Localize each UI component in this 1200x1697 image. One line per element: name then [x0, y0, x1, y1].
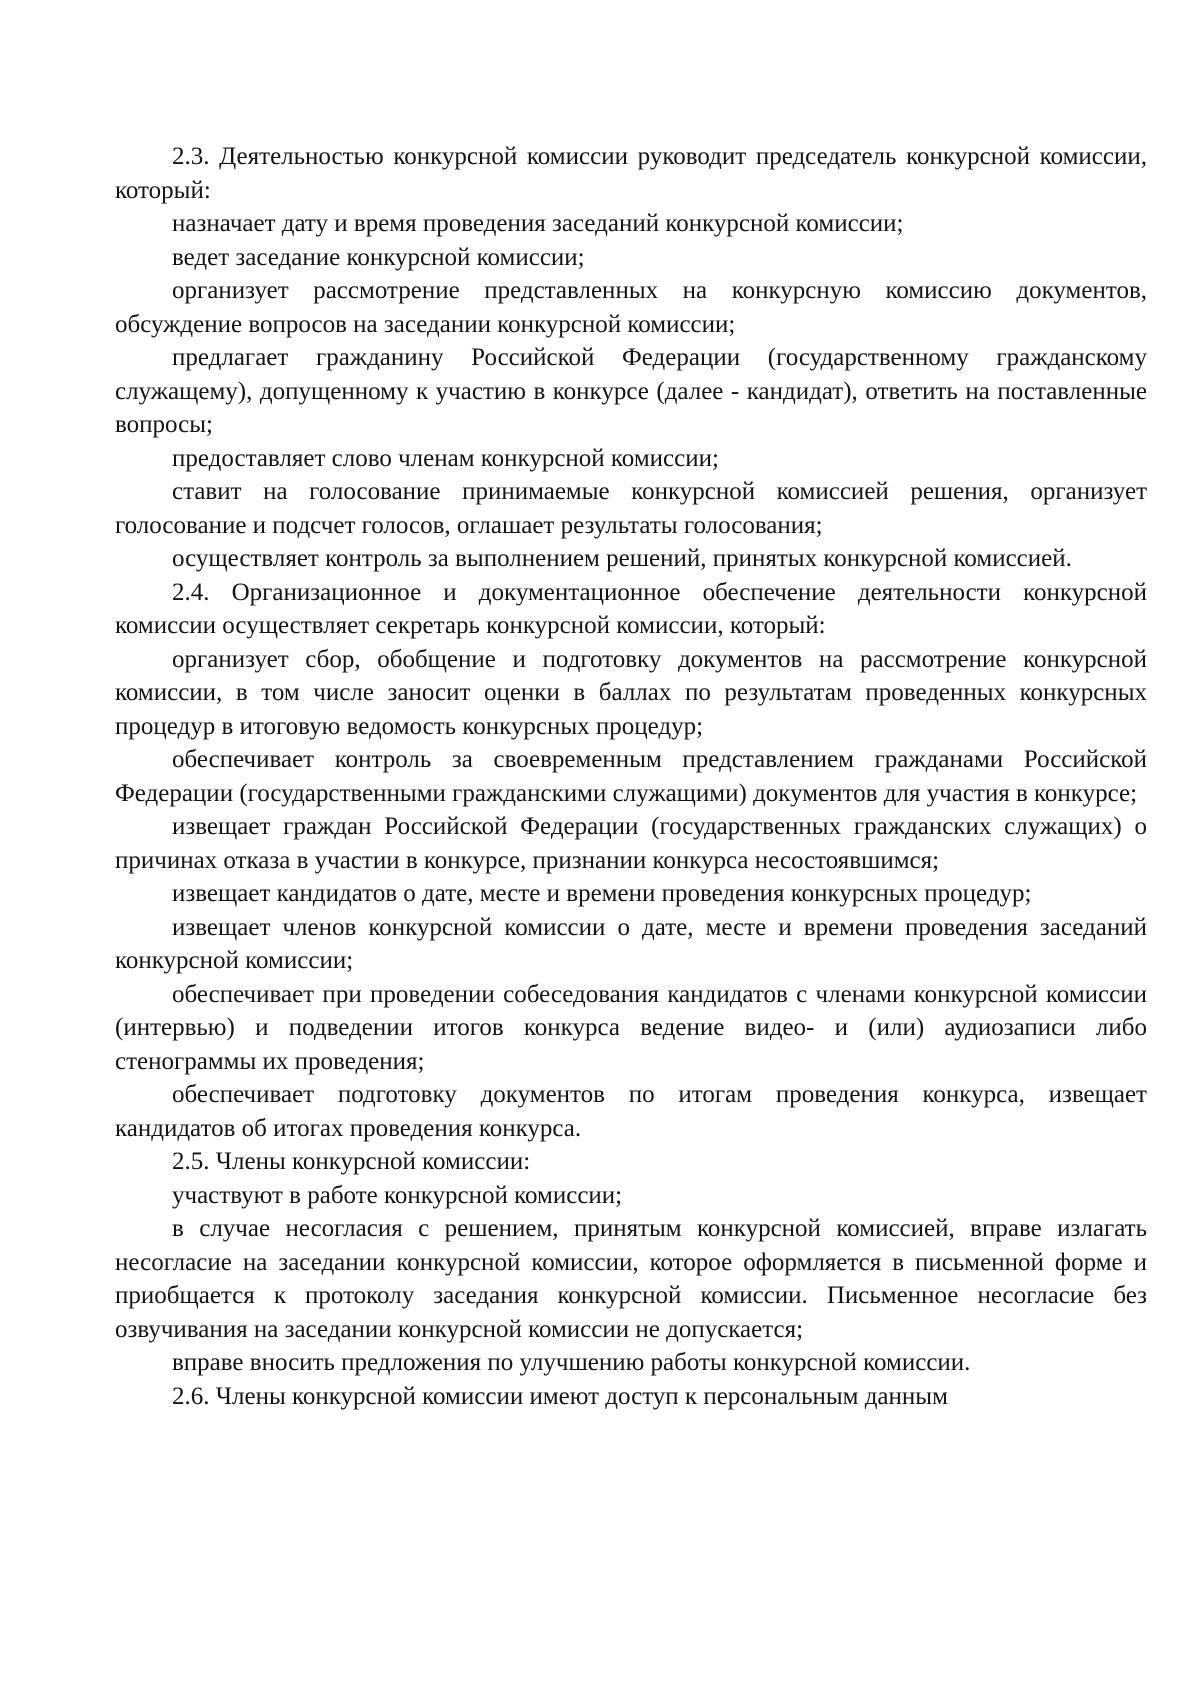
- paragraph-secretary-notifies-refusal: извещает граждан Российской Федерации (государственных гражданских служащих) о причинах отказа в участии в конкурсе, признании конкурса несостоявшимся;: [115, 813, 1147, 874]
- paragraph-chair-offers-questions: предлагает гражданину Российской Федерации (государственному гражданскому служащему), допущенному к участию в конкурсе (далее - кандидат), ответить на поставленные вопросы;: [115, 344, 1147, 438]
- document-body: [115, 140, 1147, 1413]
- paragraph-members-participate: участвуют в работе конкурсной комиссии;: [172, 1181, 623, 1209]
- paragraph-2-5-heading: 2.5. Члены конкурсной комиссии:: [172, 1148, 531, 1175]
- paragraph-secretary-notifies-members: извещает членов конкурсной комиссии о дате, месте и времени проведения заседаний конкурсной комиссии;: [115, 913, 1147, 974]
- paragraph-2-4-heading: 2.4. Организационное и документационное обеспечение деятельности конкурсной комиссии осуществляет секретарь конкурсной комиссии, который:: [115, 578, 1147, 639]
- paragraph-2-3-heading: 2.3. Деятельностью конкурсной комиссии руководит председатель конкурсной комиссии, который:: [115, 143, 1147, 204]
- paragraph-chair-sets-date: назначает дату и время проведения заседаний конкурсной комиссии;: [172, 210, 904, 237]
- paragraph-secretary-controls-submission: обеспечивает контроль за своевременным представлением гражданами Российской Федерации (государственными гражданскими служащими) документов для участия в конкурсе;: [115, 746, 1147, 807]
- paragraph-secretary-prepares-results: обеспечивает подготовку документов по итогам проведения конкурса, извещает кандидатов об итогах проведения конкурса.: [115, 1081, 1147, 1142]
- paragraph-2-6-heading: 2.6. Члены конкурсной комиссии имеют доступ к персональным данным: [172, 1382, 948, 1410]
- paragraph-chair-gives-floor: предоставляет слово членам конкурсной комиссии;: [172, 444, 719, 472]
- paragraph-chair-leads-meeting: ведет заседание конкурсной комиссии;: [172, 243, 585, 271]
- paragraph-members-disagreement: в случае несогласия с решением, принятым конкурсной комиссией, вправе излагать несогласие на заседании конкурсной комиссии, которое оформляется в письменной форме и приобщается к протоколу заседания конкурсной комиссии. Письменное несогласие без озвучивания на заседании конкурсной комиссии не допускается;: [115, 1215, 1147, 1343]
- paragraph-chair-puts-to-vote: ставит на голосование принимаемые конкурсной комиссией решения, организует голосование и подсчет голосов, оглашает результаты голосования;: [115, 478, 1147, 539]
- paragraph-secretary-records-interview: обеспечивает при проведении собеседования кандидатов с членами конкурсной комиссии (интервью) и подведении итогов конкурса ведение видео- и (или) аудиозаписи либо стенограммы их проведения;: [115, 980, 1147, 1075]
- paragraph-secretary-collects-documents: организует сбор, обобщение и подготовку документов на рассмотрение конкурсной комиссии, в том числе заносит оценки в баллах по результатам проведенных конкурсных процедур в итоговую ведомость конкурсных процедур;: [115, 645, 1147, 740]
- paragraph-secretary-notifies-candidates: извещает кандидатов о дате, месте и времени проведения конкурсных процедур;: [172, 880, 1032, 907]
- paragraph-chair-controls-decisions: осуществляет контроль за выполнением решений, принятых конкурсной комиссией.: [172, 545, 1072, 572]
- paragraph-members-propose-improvements: вправе вносить предложения по улучшению работы конкурсной комиссии.: [172, 1349, 971, 1376]
- paragraph-chair-organizes-review: организует рассмотрение представленных на конкурсную комиссию документов, обсуждение вопросов на заседании конкурсной комиссии;: [115, 277, 1147, 338]
